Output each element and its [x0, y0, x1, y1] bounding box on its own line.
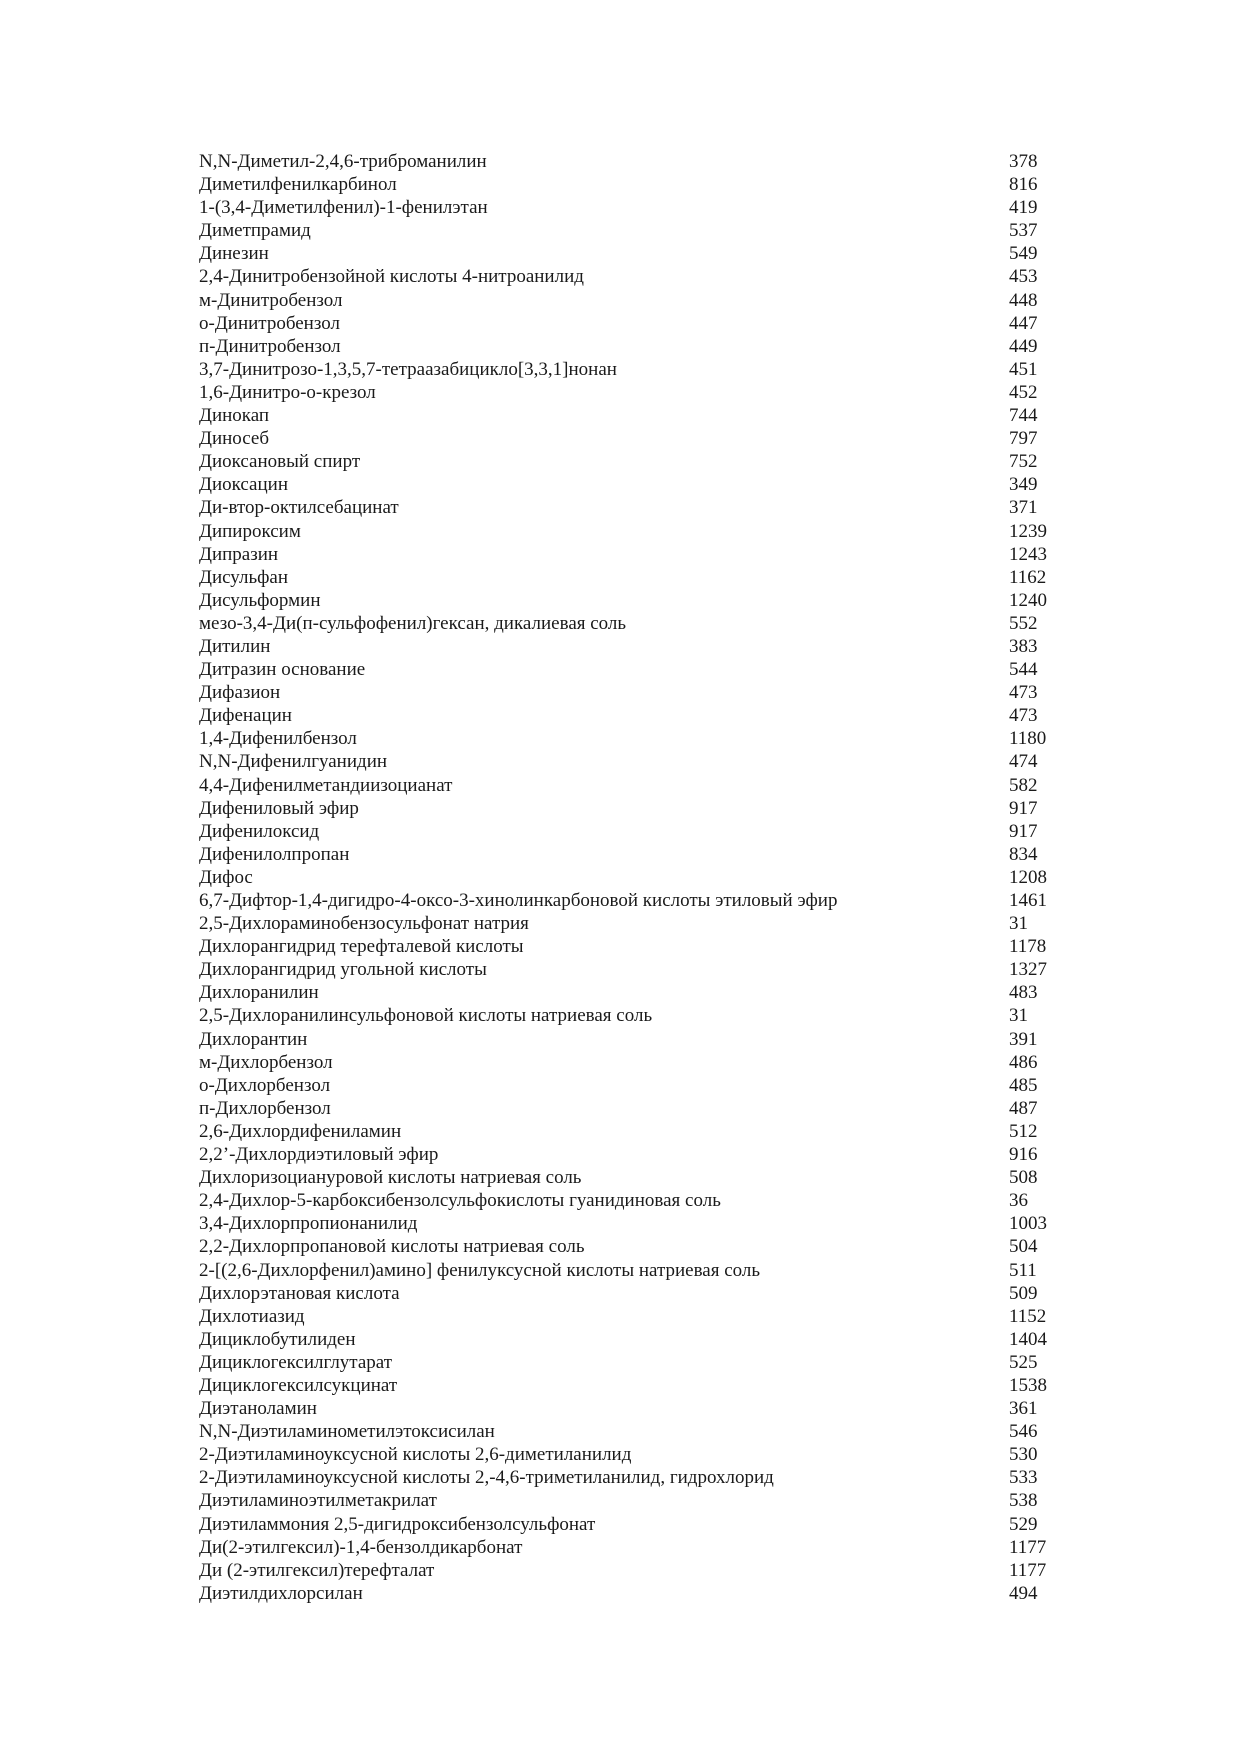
entry-page-number: 512 — [1009, 1120, 1038, 1142]
entry-name: Ди-втор-октилсебацинат — [199, 497, 399, 519]
entry-name: 2,4-Динитробензойной кислоты 4-нитроанилид — [199, 266, 584, 288]
index-entry — [199, 242, 1079, 265]
index-entry — [199, 473, 1079, 496]
entry-name: 1,6-Динитро-о-крезол — [199, 381, 376, 403]
entry-name: 2-Диэтиламиноуксусной кислоты 2,-4,6-триметиланилид, гидрохлорид — [199, 1467, 774, 1489]
entry-page-number: 834 — [1009, 843, 1038, 865]
index-entry — [199, 150, 1079, 173]
index-entry — [199, 1397, 1079, 1420]
entry-name: п-Дихлорбензол — [199, 1097, 331, 1119]
index-entry — [199, 1489, 1079, 1512]
entry-page-number: 494 — [1009, 1582, 1038, 1604]
entry-name: 2,5-Дихлораминобензосульфонат натрия — [199, 913, 529, 935]
entry-name: Дихлотиазид — [199, 1305, 305, 1327]
entry-page-number: 419 — [1009, 197, 1038, 219]
entry-name: Диэтиламмония 2,5-дигидроксибензолсульфонат — [199, 1513, 596, 1535]
entry-page-number: 448 — [1009, 289, 1038, 311]
index-entry — [199, 404, 1079, 427]
entry-page-number: 525 — [1009, 1351, 1038, 1373]
entry-page-number: 529 — [1009, 1513, 1038, 1535]
entry-name: Дифос — [199, 866, 253, 888]
entry-name: Диметпрамид — [199, 220, 311, 242]
entry-page-number: 504 — [1009, 1236, 1038, 1258]
entry-page-number: 31 — [1009, 1005, 1028, 1027]
index-entry — [199, 727, 1079, 750]
entry-page-number: 447 — [1009, 312, 1038, 334]
index-entry — [199, 265, 1079, 288]
index-entry — [199, 820, 1079, 843]
entry-name: Дисульфан — [199, 566, 289, 588]
entry-page-number: 509 — [1009, 1282, 1038, 1304]
entry-page-number: 452 — [1009, 381, 1038, 403]
entry-page-number: 391 — [1009, 1028, 1038, 1050]
entry-page-number: 487 — [1009, 1097, 1038, 1119]
entry-name: м-Дихлорбензол — [199, 1051, 333, 1073]
entry-name: Ди (2-этилгексил)терефталат — [199, 1559, 435, 1581]
entry-name: Дихлоризоциануровой кислоты натриевая соль — [199, 1167, 582, 1189]
entry-page-number: 1180 — [1009, 728, 1047, 750]
index-entry — [199, 1351, 1079, 1374]
index-entry — [199, 312, 1079, 335]
entry-page-number: 1152 — [1009, 1305, 1047, 1327]
entry-page-number: 1239 — [1009, 520, 1047, 542]
index-entry — [199, 589, 1079, 612]
entry-name: Диэтиламиноэтилметакрилат — [199, 1490, 437, 1512]
entry-page-number: 1327 — [1009, 959, 1047, 981]
entry-page-number: 36 — [1009, 1190, 1028, 1212]
entry-page-number: 1177 — [1009, 1559, 1047, 1581]
index-entry — [199, 1536, 1079, 1559]
entry-page-number: 582 — [1009, 774, 1038, 796]
entry-page-number: 485 — [1009, 1074, 1038, 1096]
entry-name: Дихлорэтановая кислота — [199, 1282, 400, 1304]
entry-page-number: 546 — [1009, 1421, 1038, 1443]
entry-page-number: 552 — [1009, 612, 1038, 634]
entry-page-number: 917 — [1009, 820, 1038, 842]
entry-page-number: 474 — [1009, 751, 1038, 773]
index-entry — [199, 335, 1079, 358]
index-entry — [199, 704, 1079, 727]
index-entry — [199, 173, 1079, 196]
index-entry — [199, 543, 1079, 566]
entry-name: Дифенилолпропан — [199, 843, 350, 865]
index-entry — [199, 1328, 1079, 1351]
index-entry — [199, 1582, 1079, 1605]
entry-page-number: 1243 — [1009, 543, 1047, 565]
index-entry — [199, 1074, 1079, 1097]
index-entry — [199, 1212, 1079, 1235]
entry-page-number: 752 — [1009, 451, 1038, 473]
entry-page-number: 538 — [1009, 1490, 1038, 1512]
entry-page-number: 1404 — [1009, 1328, 1047, 1350]
index-entry — [199, 1028, 1079, 1051]
index-entry — [199, 219, 1079, 242]
index-entry — [199, 1420, 1079, 1443]
index-list — [199, 150, 1079, 1605]
entry-name: Дифенилоксид — [199, 820, 320, 842]
index-entry — [199, 1466, 1079, 1489]
entry-name: Ди(2-этилгексил)-1,4-бензолдикарбонат — [199, 1536, 523, 1558]
entry-name: 2,5-Дихлоранилинсульфоновой кислоты натриевая соль — [199, 1005, 653, 1027]
index-entry — [199, 381, 1079, 404]
entry-page-number: 383 — [1009, 635, 1038, 657]
index-entry — [199, 935, 1079, 958]
index-entry — [199, 566, 1079, 589]
index-entry — [199, 1559, 1079, 1582]
index-entry — [199, 450, 1079, 473]
entry-name: Дихлорангидрид угольной кислоты — [199, 959, 487, 981]
entry-name: Диносеб — [199, 428, 270, 450]
entry-page-number: 1003 — [1009, 1213, 1047, 1235]
index-entry — [199, 1443, 1079, 1466]
entry-name: Дициклобутилиден — [199, 1328, 356, 1350]
entry-page-number: 451 — [1009, 358, 1038, 380]
index-entry — [199, 612, 1079, 635]
entry-page-number: 744 — [1009, 405, 1038, 427]
entry-name: Дициклогексилглутарат — [199, 1351, 393, 1373]
entry-name: 3,7-Динитрозо-1,3,5,7-тетраазабицикло[3,3,1]нонан — [199, 358, 617, 380]
entry-page-number: 549 — [1009, 243, 1038, 265]
index-entry — [199, 681, 1079, 704]
entry-name: Динокап — [199, 405, 270, 427]
entry-page-number: 916 — [1009, 1144, 1038, 1166]
index-entry — [199, 866, 1079, 889]
entry-name: Дициклогексилсукцинат — [199, 1374, 398, 1396]
entry-name: 1-(3,4-Диметилфенил)-1-фенилэтан — [199, 197, 488, 219]
entry-page-number: 31 — [1009, 913, 1028, 935]
entry-name: 6,7-Дифтор-1,4-дигидро-4-оксо-3-хинолинкарбоновой кислоты этиловый эфир — [199, 890, 838, 911]
entry-name: N,N-Диметил-2,4,6-триброманилин — [199, 151, 487, 172]
entry-page-number: 816 — [1009, 174, 1038, 196]
entry-page-number: 1177 — [1009, 1536, 1047, 1558]
index-entry — [199, 889, 1079, 912]
entry-name: Диоксацин — [199, 474, 288, 496]
entry-name: Дисульформин — [199, 589, 321, 611]
entry-page-number: 371 — [1009, 497, 1038, 519]
entry-page-number: 1461 — [1009, 890, 1047, 911]
entry-name: м-Динитробензол — [199, 289, 343, 311]
entry-page-number: 1240 — [1009, 589, 1047, 611]
entry-name: 3,4-Дихлорпропионанилид — [199, 1213, 418, 1235]
entry-name: 4,4-Дифенилметандиизоцианат — [199, 774, 453, 796]
index-entry — [199, 1513, 1079, 1536]
index-entry — [199, 289, 1079, 312]
entry-page-number: 537 — [1009, 220, 1038, 242]
index-entry — [199, 912, 1079, 935]
entry-name: 2,4-Дихлор-5-карбоксибензолсульфокислоты гуанидиновая соль — [199, 1190, 721, 1212]
entry-page-number: 917 — [1009, 797, 1038, 819]
entry-name: 2,6-Дихлордифениламин — [199, 1120, 402, 1142]
index-entry — [199, 1120, 1079, 1143]
entry-page-number: 511 — [1009, 1259, 1037, 1281]
index-entry — [199, 1143, 1079, 1166]
entry-page-number: 1162 — [1009, 566, 1047, 588]
index-entry — [199, 750, 1079, 773]
entry-page-number: 544 — [1009, 659, 1038, 681]
index-entry — [199, 635, 1079, 658]
index-entry — [199, 358, 1079, 381]
entry-name: 2-Диэтиламиноуксусной кислоты 2,6-диметиланилид — [199, 1444, 632, 1466]
entry-name: Дитилин — [199, 635, 271, 657]
entry-page-number: 1538 — [1009, 1374, 1047, 1396]
entry-name: Диоксановый спирт — [199, 451, 361, 473]
entry-name: 1,4-Дифенилбензол — [199, 728, 357, 750]
entry-page-number: 1208 — [1009, 866, 1047, 888]
entry-name: Дихлорантин — [199, 1028, 308, 1050]
entry-name: N,N-Диэтиламинометилэтоксисилан — [199, 1421, 495, 1443]
entry-page-number: 1178 — [1009, 936, 1047, 958]
entry-name: Дифазион — [199, 682, 281, 704]
entry-name: Дихлорангидрид терефталевой кислоты — [199, 936, 524, 958]
index-entry — [199, 774, 1079, 797]
index-entry — [199, 1097, 1079, 1120]
index-entry — [199, 1259, 1079, 1282]
entry-page-number: 361 — [1009, 1398, 1038, 1420]
entry-name: о-Динитробензол — [199, 312, 340, 334]
index-entry — [199, 196, 1079, 219]
index-entry — [199, 1374, 1079, 1397]
entry-name: Дихлоранилин — [199, 982, 319, 1004]
index-entry — [199, 496, 1079, 519]
entry-name: N,N-Дифенилгуанидин — [199, 751, 388, 773]
entry-name: 2,2’-Дихлордиэтиловый эфир — [199, 1144, 439, 1166]
index-entry — [199, 1004, 1079, 1027]
entry-name: 2-[(2,6-Дихлорфенил)амино] фенилуксусной кислоты натриевая соль — [199, 1259, 761, 1281]
entry-name: п-Динитробензол — [199, 335, 341, 357]
entry-name: Дипразин — [199, 543, 279, 565]
entry-name: мезо-3,4-Ди(п-сульфофенил)гексан, дикалиевая соль — [199, 612, 627, 634]
entry-page-number: 453 — [1009, 266, 1038, 288]
entry-name: Дитразин основание — [199, 659, 366, 681]
entry-name: Диэтаноламин — [199, 1398, 317, 1420]
entry-name: о-Дихлорбензол — [199, 1074, 331, 1096]
index-entry — [199, 797, 1079, 820]
index-entry — [199, 1189, 1079, 1212]
entry-page-number: 349 — [1009, 474, 1038, 496]
entry-page-number: 378 — [1009, 151, 1038, 172]
index-entry — [199, 1166, 1079, 1189]
entry-name: Диметилфенилкарбинол — [199, 174, 397, 196]
index-entry — [199, 520, 1079, 543]
index-entry — [199, 1235, 1079, 1258]
entry-page-number: 508 — [1009, 1167, 1038, 1189]
entry-name: 2,2-Дихлорпропановой кислоты натриевая соль — [199, 1236, 585, 1258]
entry-name: Дипироксим — [199, 520, 301, 542]
entry-page-number: 797 — [1009, 428, 1038, 450]
entry-page-number: 449 — [1009, 335, 1038, 357]
index-entry — [199, 1051, 1079, 1074]
entry-page-number: 483 — [1009, 982, 1038, 1004]
index-entry — [199, 658, 1079, 681]
entry-name: Дифенацин — [199, 705, 292, 727]
entry-page-number: 473 — [1009, 705, 1038, 727]
entry-page-number: 533 — [1009, 1467, 1038, 1489]
entry-page-number: 486 — [1009, 1051, 1038, 1073]
index-entry — [199, 981, 1079, 1004]
index-entry — [199, 843, 1079, 866]
index-entry — [199, 1305, 1079, 1328]
index-entry — [199, 427, 1079, 450]
index-entry — [199, 1282, 1079, 1305]
index-entry — [199, 958, 1079, 981]
entry-name: Динезин — [199, 243, 269, 265]
entry-page-number: 530 — [1009, 1444, 1038, 1466]
entry-page-number: 473 — [1009, 682, 1038, 704]
entry-name: Дифениловый эфир — [199, 797, 359, 819]
entry-name: Диэтилдихлорсилан — [199, 1582, 363, 1604]
